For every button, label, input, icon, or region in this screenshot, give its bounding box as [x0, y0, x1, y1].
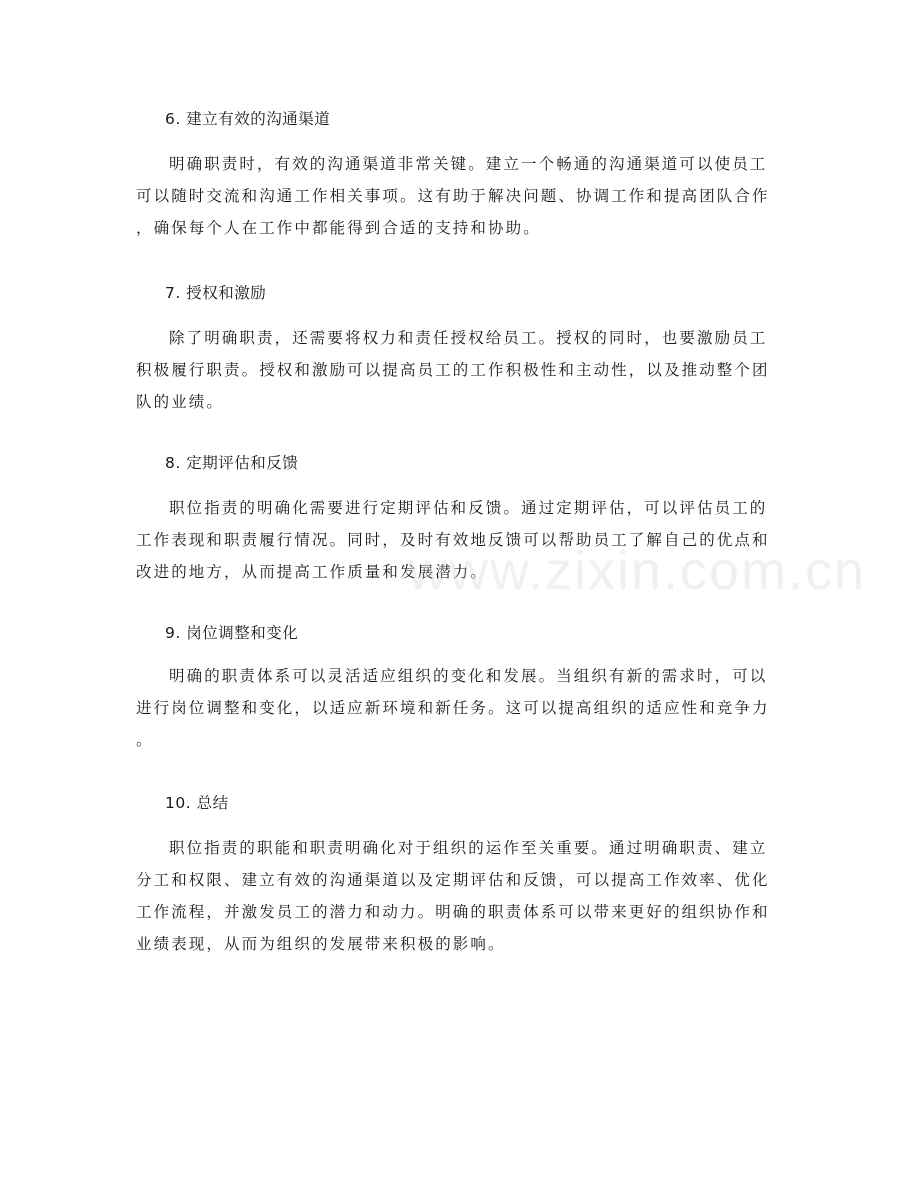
- text-line: 进行岗位调整和变化，以适应新环境和新任务。这可以提高组织的适应性和竞争力: [136, 699, 770, 717]
- text-line: ，确保每个人在工作中都能得到合适的支持和协助。: [136, 219, 541, 237]
- text-line: 可以随时交流和沟通工作相关事项。这有助于解决问题、协调工作和提高团队合作: [136, 187, 770, 205]
- text-line: 工作表现和职责履行情况。同时，及时有效地反馈可以帮助员工了解自己的优点和: [136, 531, 770, 549]
- text-line: 工作流程，并激发员工的潜力和动力。明确的职责体系可以带来更好的组织协作和: [136, 903, 770, 921]
- section-heading-7: 7. 授权和激励: [165, 284, 267, 302]
- text-line: 改进的地方，从而提高工作质量和发展潜力。: [136, 563, 489, 581]
- section-heading-9: 9. 岗位调整和变化: [165, 624, 299, 642]
- section-heading-10: 10. 总结: [165, 794, 229, 812]
- text-line: 业绩表现，从而为组织的发展带来积极的影响。: [136, 935, 506, 953]
- text-line: 明确职责时，有效的沟通渠道非常关键。建立一个畅通的沟通渠道可以使员工: [169, 155, 768, 173]
- section-body-7: [136, 322, 786, 418]
- section-body-8: [136, 492, 786, 588]
- section-body-6: [136, 148, 786, 244]
- text-line: 明确的职责体系可以灵活适应组织的变化和发展。当组织有新的需求时，可以: [169, 667, 768, 685]
- watermark: www.zixin.com.cn: [408, 541, 867, 601]
- text-line: 职位指责的职能和职责明确化对于组织的运作至关重要。通过明确职责、建立: [169, 839, 768, 857]
- text-line: 积极履行职责。授权和激励可以提高员工的工作积极性和主动性，以及推动整个团: [136, 361, 770, 379]
- section-heading-8: 8. 定期评估和反馈: [165, 454, 299, 472]
- text-line: 分工和权限、建立有效的沟通渠道以及定期评估和反馈，可以提高工作效率、优化: [136, 871, 770, 889]
- section-body-9: [136, 660, 786, 756]
- text-line: 职位指责的明确化需要进行定期评估和反馈。通过定期评估，可以评估员工的: [169, 499, 768, 517]
- text-line: 队的业绩。: [136, 393, 225, 411]
- section-body-10: [136, 832, 786, 960]
- section-heading-6: 6. 建立有效的沟通渠道: [165, 110, 331, 128]
- text-line: 除了明确职责，还需要将权力和责任授权给员工。授权的同时，也要激励员工: [169, 329, 768, 347]
- text-line: 。: [136, 731, 154, 749]
